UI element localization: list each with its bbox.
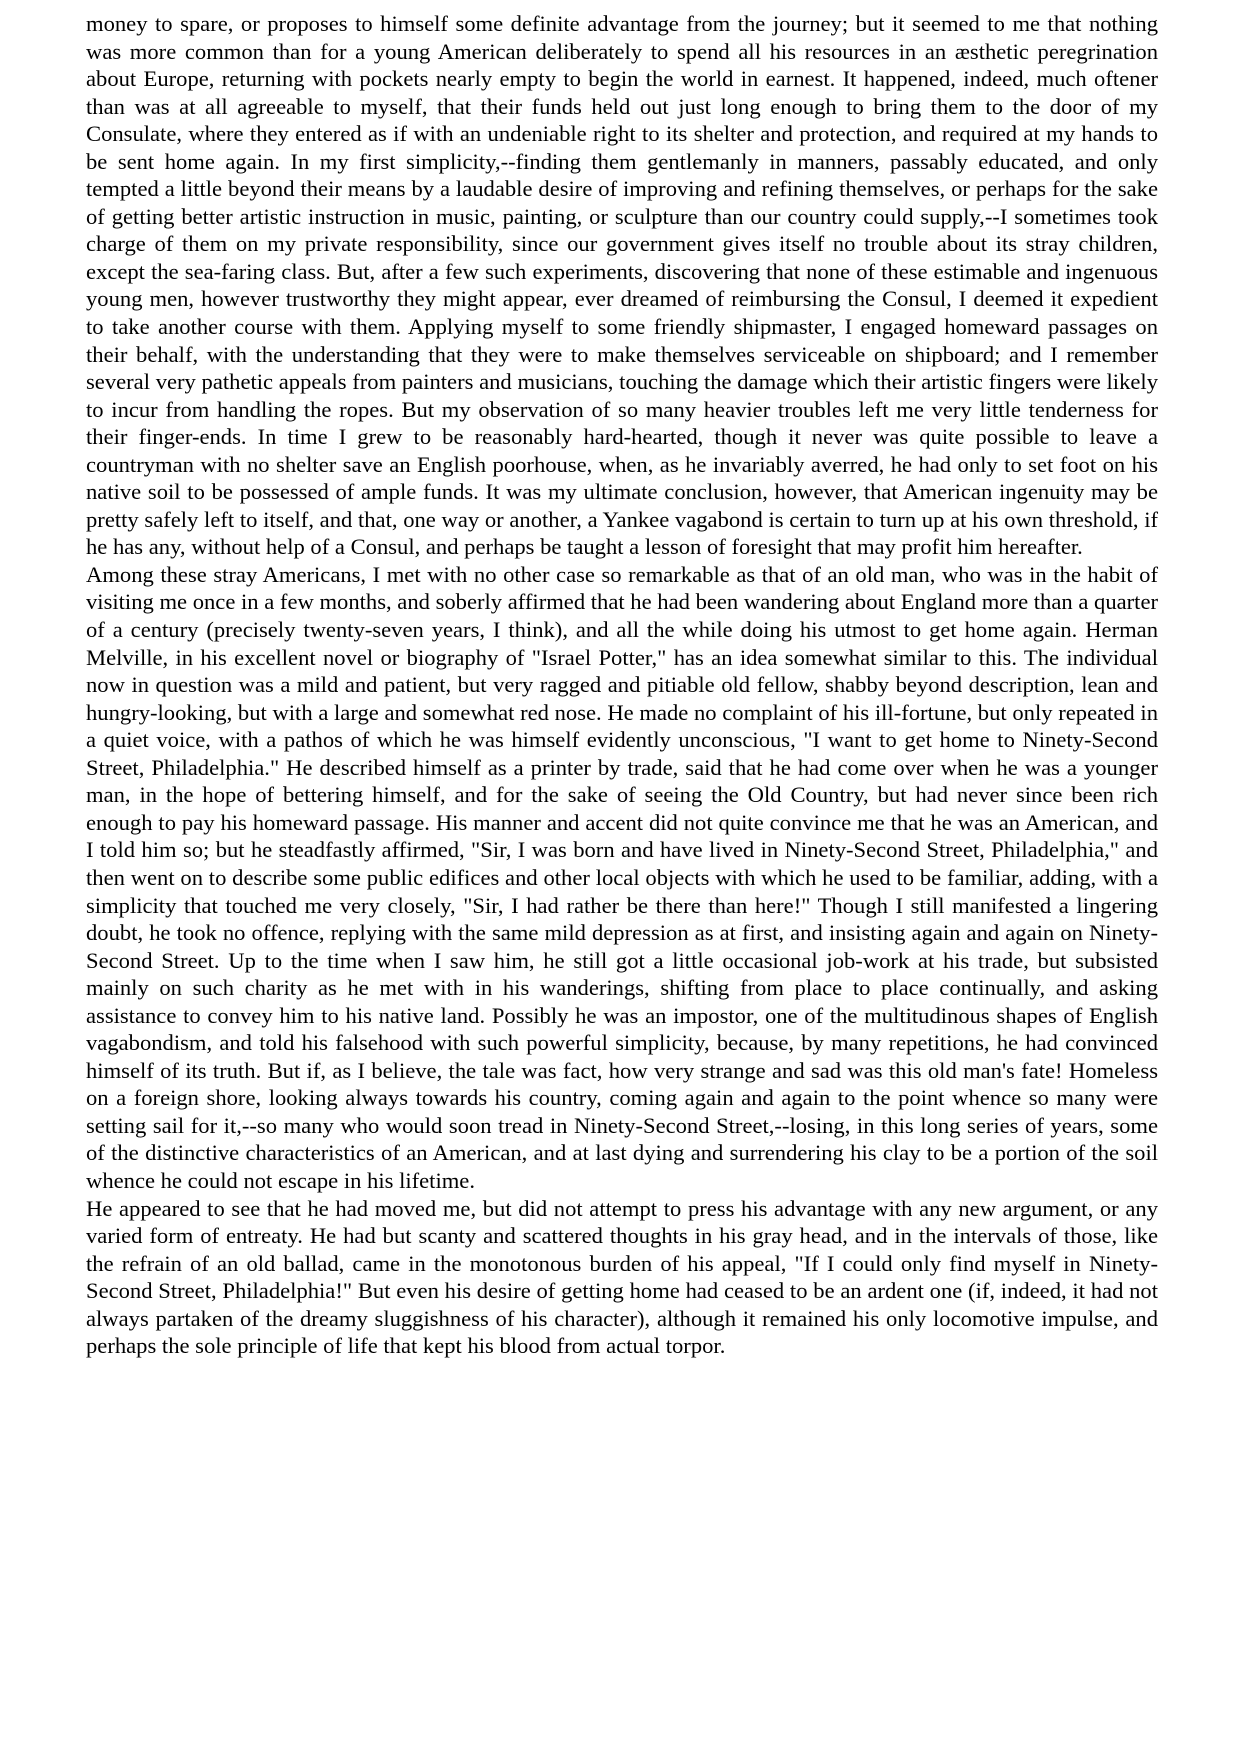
paragraph-3: He appeared to see that he had moved me, but did not attempt to press his advantage with any new argument, or any varied form of entreaty. He had but scanty and scattered thoughts in his gray head, and in the intervals of those, like the refrain of an old ballad, came in the monotonous burden of his appeal, "If I could only find myself in Ninety-Second Street, Philadelphia!" But even his desire of getting home had ceased to be an ardent one (if, indeed, it had not always partaken of the dreamy sluggishness of his character), although it remained his only locomotive impulse, and perhaps the sole principle of life that kept his blood from actual torpor. xyxy=(86,1195,1158,1359)
paragraph-1: money to spare, or proposes to himself some definite advantage from the journey; but it seemed to me that nothing was more common than for a young American deliberately to spend all his resources in an æsthetic peregrination about Europe, returning with pockets nearly empty to begin the world in earnest. It happened, indeed, much oftener than was at all agreeable to myself, that their funds held out just long enough to bring them to the door of my Consulate, where they entered as if with an undeniable right to its shelter and protection, and required at my hands to be sent home again. In my first simplicity,--finding them gentlemanly in manners, passably educated, and only tempted a little beyond their means by a laudable desire of improving and refining themselves, or perhaps for the sake of getting better artistic instruction in music, painting, or sculpture than our country could supply,--I sometimes took charge of them on my private responsibility, since our government gives itself no trouble about its stray children, except the sea-faring class. But, after a few such experiments, discovering that none of these estimable and ingenuous young men, however trustworthy they might appear, ever dreamed of reimbursing the Consul, I deemed it expedient to take another course with them. Applying myself to some friendly shipmaster, I engaged homeward passages on their behalf, with the understanding that they were to make themselves serviceable on shipboard; and I remember several very pathetic appeals from painters and musicians, touching the damage which their artistic fingers were likely to incur from handling the ropes. But my observation of so many heavier troubles left me very little tenderness for their finger-ends. In time I grew to be reasonably hard-hearted, though it never was quite possible to leave a countryman with no shelter save an English poorhouse, when, as he invariably averred, he had only to set foot on his native soil to be possessed of ample funds. It was my ultimate conclusion, however, that American ingenuity may be pretty safely left to itself, and that, one way or another, a Yankee vagabond is certain to turn up at his own threshold, if he has any, without help of a Consul, and perhaps be taught a lesson of foresight that may profit him hereafter. xyxy=(86,11,1158,560)
paragraph-2: Among these stray Americans, I met with no other case so remarkable as that of an old man, who was in the habit of visiting me once in a few months, and soberly affirmed that he had been wandering about England more than a quarter of a century (precisely twenty-seven years, I think), and all the while doing his utmost to get home again. Herman Melville, in his excellent novel or biography of "Israel Potter," has an idea somewhat similar to this. The individual now in question was a mild and patient, but very ragged and pitiable old fellow, shabby beyond description, lean and hungry-looking, but with a large and somewhat red nose. He made no complaint of his ill-fortune, but only repeated in a quiet voice, with a pathos of which he was himself evidently unconscious, "I want to get home to Ninety-Second Street, Philadelphia." He described himself as a printer by trade, said that he had come over when he was a younger man, in the hope of bettering himself, and for the sake of seeing the Old Country, but had never since been rich enough to pay his homeward passage. His manner and accent did not quite convince me that he was an American, and I told him so; but he steadfastly affirmed, "Sir, I was born and have lived in Ninety-Second Street, Philadelphia," and then went on to describe some public edifices and other local objects with which he used to be familiar, adding, with a simplicity that touched me very closely, "Sir, I had rather be there than here!" Though I still manifested a lingering doubt, he took no offence, replying with the same mild depression as at first, and insisting again and again on Ninety-Second Street. Up to the time when I saw him, he still got a little occasional job-work at his trade, but subsisted mainly on such charity as he met with in his wanderings, shifting from place to place continually, and asking assistance to convey him to his native land. Possibly he was an impostor, one of the multitudinous shapes of English vagabondism, and told his falsehood with such powerful simplicity, because, by many repetitions, he had convinced himself of its truth. But if, as I believe, the tale was fact, how very strange and sad was this old man's fate! Homeless on a foreign shore, looking always towards his country, coming again and again to the point whence so many were setting sail for it,--so many who would soon tread in Ninety-Second Street,--losing, in this long series of years, some of the distinctive characteristics of an American, and at last dying and surrendering his clay to be a portion of the soil whence he could not escape in his lifetime. xyxy=(86,561,1158,1193)
document-page xyxy=(86,10,1158,1360)
